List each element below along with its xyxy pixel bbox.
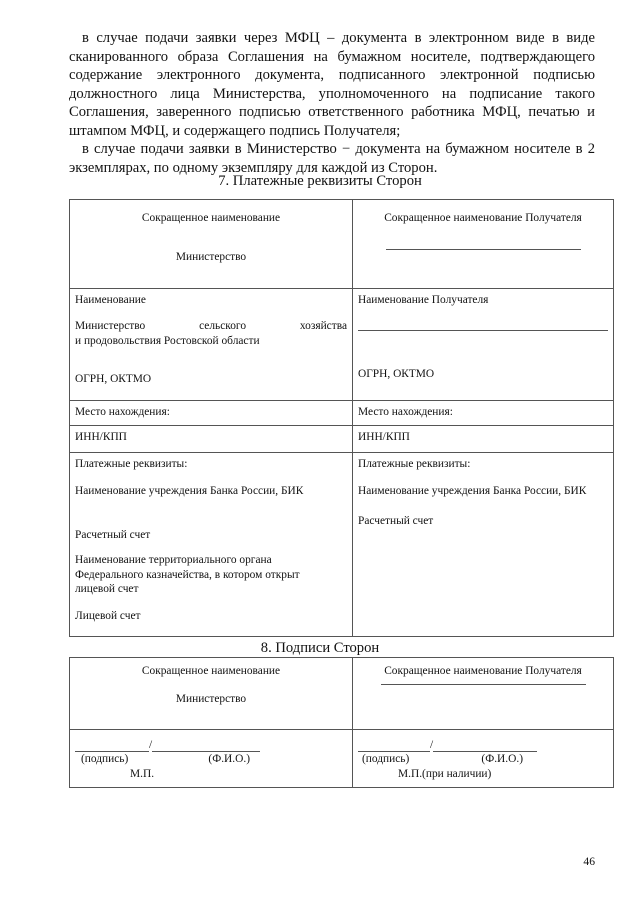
bank-name-label: Наименование учреждения Банка России, БИК	[75, 485, 304, 498]
short-name-value: Министерство	[175, 251, 247, 264]
recipient-location-label: Место нахождения:	[353, 401, 614, 426]
recipient-name-line	[358, 330, 608, 331]
right-signature-cell	[353, 730, 614, 788]
left-payment-details-cell	[70, 453, 353, 637]
recipient-short-name-line	[386, 249, 581, 250]
table-row	[70, 401, 614, 426]
ogrn-label: ОГРН, ОКТМО	[75, 373, 152, 386]
right-signature-name-cell	[353, 658, 614, 730]
signature-short-name-label: Сокращенное наименование	[141, 665, 281, 677]
personal-account-label: Лицевой счет	[75, 610, 141, 623]
table-row	[70, 658, 614, 730]
left-signature-cell	[70, 730, 353, 788]
table-row	[70, 289, 614, 401]
inn-label: ИНН/КПП	[70, 426, 353, 453]
recipient-signature-caption: (подпись)	[362, 753, 410, 766]
signature-caption: (подпись)	[81, 753, 129, 766]
table-row	[70, 730, 614, 788]
recipient-settlement-account-label: Расчетный счет	[358, 514, 434, 527]
intro-paragraph-mfc: в случае подачи заявки через МФЦ – документа в электронном виде в виде сканированного образа Соглашения на бумажном носителе, подтверждающего содержание электронного документа, подписанного электронной подписью должностного лица Министерства, уполномоченного на подписание такого Соглашения, заверенного подписью ответственного работника МФЦ, печатью и штампом МФЦ, и содержащего подпись Получателя;	[69, 30, 595, 139]
table-row	[70, 426, 614, 453]
left-name-cell	[70, 289, 353, 401]
signature-slash: /	[148, 739, 153, 751]
table-row	[70, 200, 614, 289]
section-7-heading: 7. Платежные реквизиты Сторон	[218, 173, 422, 189]
recipient-inn-label: ИНН/КПП	[353, 426, 614, 453]
recipient-signature-short-name-label: Сокращенное наименование Получателя	[384, 665, 582, 677]
recipient-ogrn-label: ОГРН, ОКТМО	[358, 368, 435, 381]
section-8-heading: 8. Подписи Сторон	[260, 640, 380, 656]
recipient-payment-details-label: Платежные реквизиты:	[358, 458, 471, 470]
intro-text	[69, 29, 595, 177]
location-label: Место нахождения:	[70, 401, 353, 426]
payment-details-table	[69, 199, 614, 637]
recipient-signature-line-row	[358, 738, 538, 752]
signature-line-row	[75, 738, 260, 752]
fio-caption: (Ф.И.О.)	[208, 753, 250, 766]
right-payment-details-cell	[353, 453, 614, 637]
name-value-line-1: Министерство сельского хозяйства	[75, 320, 347, 333]
table-row	[70, 453, 614, 637]
settlement-account-label: Расчетный счет	[75, 528, 151, 541]
recipient-signature-name-line	[381, 684, 586, 685]
seal-label: М.П.	[130, 767, 155, 780]
page-number: 46	[583, 855, 595, 868]
name-label: Наименование	[75, 294, 146, 306]
recipient-name-label: Наименование Получателя	[358, 294, 489, 306]
recipient-fio-caption: (Ф.И.О.)	[481, 753, 523, 766]
left-short-name-cell	[70, 200, 353, 289]
recipient-signature-slash: /	[430, 739, 434, 751]
recipient-seal-label: М.П.(при наличии)	[398, 767, 492, 780]
signature-short-name-value: Министерство	[175, 693, 247, 706]
recipient-bank-name-label: Наименование учреждения Банка России, БИК	[358, 485, 587, 498]
treasury-body-label: Наименование территориального органа Федерального казначейства, в котором открыт лицевой счет	[75, 554, 300, 596]
signature-caption-row	[75, 752, 250, 766]
recipient-signature-caption-row	[358, 752, 523, 766]
right-name-cell	[353, 289, 614, 401]
signatures-table	[69, 657, 614, 788]
payment-details-label: Платежные реквизиты:	[75, 458, 188, 470]
left-signature-name-cell	[70, 658, 353, 730]
intro-paragraph-ministry: в случае подачи заявки в Министерство − документа на бумажном носителе в 2 экземплярах, по одному экземпляру для каждой из Сторон.	[69, 141, 595, 176]
name-value-line-2: и продовольствия Ростовской области	[75, 334, 260, 347]
recipient-short-name-label: Сокращенное наименование Получателя	[384, 212, 582, 224]
short-name-label: Сокращенное наименование	[141, 212, 281, 224]
right-short-name-cell	[353, 200, 614, 289]
